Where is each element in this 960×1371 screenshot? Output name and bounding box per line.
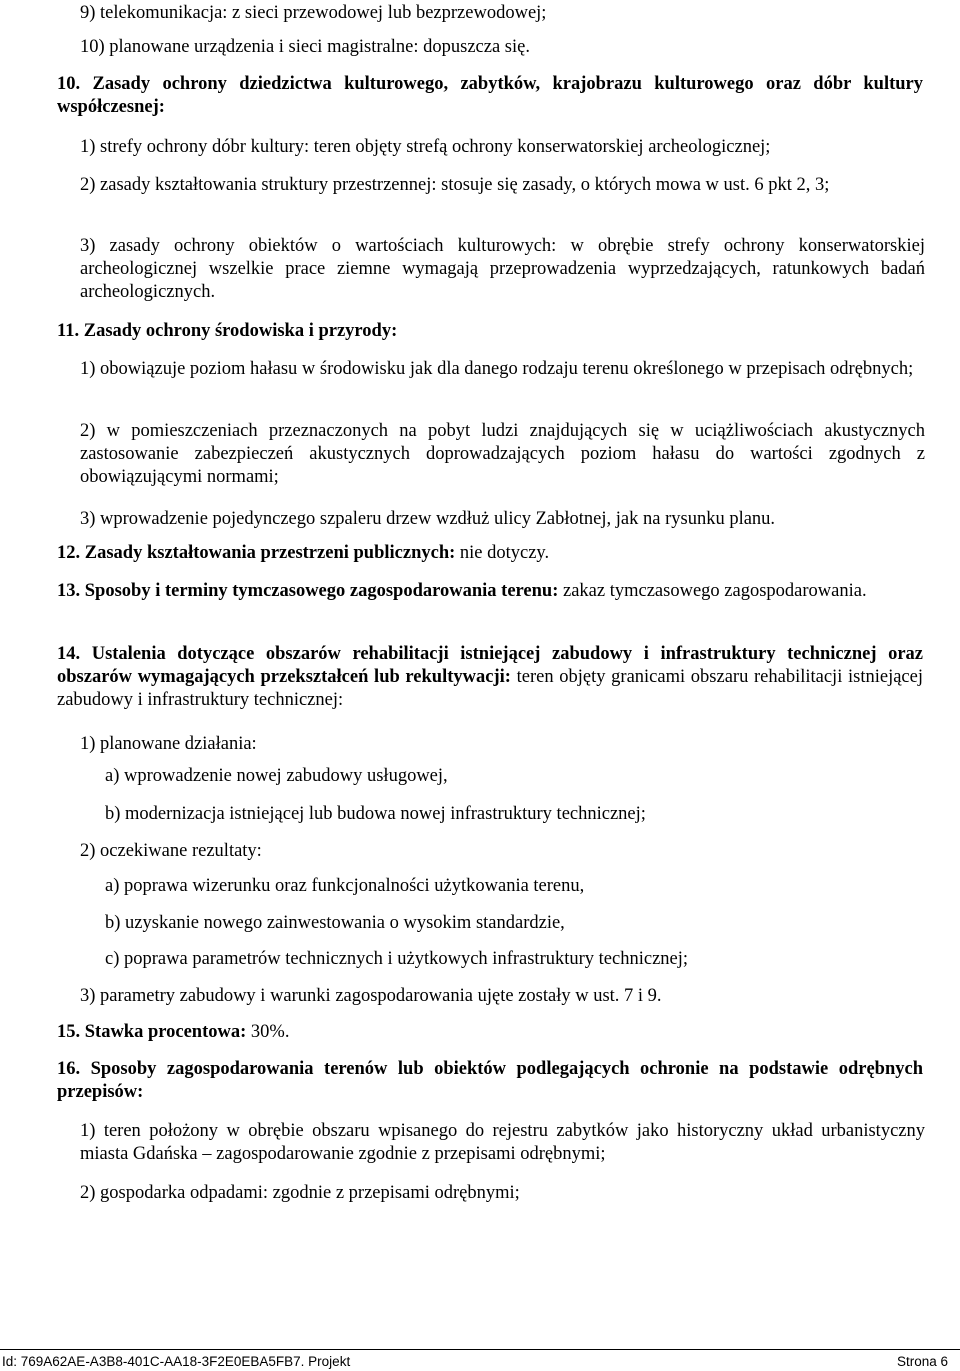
- footer-divider: [0, 1349, 960, 1350]
- section-11-item-1: 1) obowiązuje poziom hałasu w środowisku jak dla danego rodzaju terenu określonego w przepisach odrębnych;: [80, 359, 914, 379]
- section-11-item-2: 2) w pomieszczeniach przeznaczonych na pobyt ludzi znajdujących się w uciążliwościach akustycznych zastosowanie zabezpieczeń akustycznych doprowadzających poziom hałasu do wartości zgodnych z obowiązującymi normami;: [80, 421, 925, 487]
- section-10-item-1: 1) strefy ochrony dóbr kultury: teren objęty strefą ochrony konserwatorskiej archeologicznej;: [80, 137, 771, 157]
- section-number: 12.: [57, 543, 81, 563]
- section-15: [57, 1021, 923, 1044]
- section-14-item-3: 3) parametry zabudowy i warunki zagospodarowania ujęte zostały w ust. 7 i 9.: [80, 986, 662, 1006]
- section-number: 15.: [57, 1022, 81, 1042]
- section-14-item-2a: a) poprawa wizerunku oraz funkcjonalności użytkowania terenu,: [105, 876, 585, 896]
- section-title: Zasady ochrony środowiska i przyrody:: [83, 321, 398, 341]
- section-14: [57, 643, 923, 712]
- section-text: zakaz tymczasowego zagospodarowania.: [558, 581, 867, 601]
- section-14-item-1: 1) planowane działania:: [80, 734, 257, 754]
- section-10-item-2: 2) zasady kształtowania struktury przestrzennej: stosuje się zasady, o których mowa w ust. 6 pkt 2, 3;: [80, 175, 830, 195]
- section-title: Zasady kształtowania przestrzeni publicznych:: [84, 543, 456, 563]
- page-footer: [0, 1352, 960, 1371]
- list-item-9: 9) telekomunikacja: z sieci przewodowej lub bezprzewodowej;: [80, 3, 547, 23]
- section-11-item-3: 3) wprowadzenie pojedynczego szpaleru drzew wzdłuż ulicy Zabłotnej, jak na rysunku planu.: [80, 509, 776, 529]
- section-text: nie dotyczy.: [455, 543, 550, 563]
- section-13: [57, 580, 923, 603]
- section-14-item-2c: c) poprawa parametrów technicznych i użytkowych infrastruktury technicznej;: [105, 949, 689, 969]
- section-14-item-1a: a) wprowadzenie nowej zabudowy usługowej,: [105, 766, 448, 786]
- section-number: 13.: [57, 581, 81, 601]
- section-16-heading: [57, 1058, 923, 1104]
- section-16-item-2: 2) gospodarka odpadami: zgodnie z przepisami odrębnymi;: [80, 1183, 520, 1203]
- section-11-heading: [57, 320, 923, 343]
- section-title: Sposoby zagospodarowania terenów lub obiektów podlegających ochronie na podstawie odrębnych przepisów:: [57, 1059, 923, 1102]
- section-number: 11.: [57, 321, 80, 341]
- section-14-item-1b: b) modernizacja istniejącej lub budowa nowej infrastruktury technicznej;: [105, 804, 646, 824]
- page-number: Strona 6: [896, 1354, 948, 1369]
- section-number: 16.: [57, 1059, 81, 1079]
- section-title: Ustalenia dotyczące obszarów rehabilitacji istniejącej zabudowy i infrastruktury technicznej oraz obszarów wymagających przekształceń lub rekultywacji:: [57, 644, 924, 687]
- section-title: Zasady ochrony dziedzictwa kulturowego, zabytków, krajobrazu kulturowego oraz dóbr kultury współczesnej:: [57, 74, 923, 117]
- section-title: Stawka procentowa:: [84, 1022, 247, 1042]
- section-14-item-2b: b) uzyskanie nowego zainwestowania o wysokim standardzie,: [105, 913, 565, 933]
- section-title: Sposoby i terminy tymczasowego zagospodarowania terenu:: [84, 581, 559, 601]
- section-10-heading: [57, 73, 923, 119]
- section-12: [57, 542, 923, 565]
- section-text: teren objęty granicami obszaru rehabilitacji istniejącej zabudowy i infrastruktury technicznej:: [57, 667, 923, 710]
- section-number: 14.: [57, 644, 81, 664]
- document-id: Id: 769A62AE-A3B8-401C-AA18-3F2E0EBA5FB7. Projekt: [2, 1354, 351, 1369]
- section-10-item-3: 3) zasady ochrony obiektów o wartościach kulturowych: w obrębie strefy ochrony konserwatorskiej archeologicznej wszelkie prace ziemne wymagają przeprowadzenia wyprzedzających, ratunkowych badań archeologicznych.: [80, 236, 925, 302]
- section-number: 10.: [57, 74, 81, 94]
- section-text: 30%.: [246, 1022, 290, 1042]
- section-14-item-2: 2) oczekiwane rezultaty:: [80, 841, 262, 861]
- list-item-10: 10) planowane urządzenia i sieci magistralne: dopuszcza się.: [80, 37, 530, 57]
- section-16-item-1: 1) teren położony w obrębie obszaru wpisanego do rejestru zabytków jako historyczny układ urbanistyczny miasta Gdańska – zagospodarowanie zgodnie z przepisami odrębnymi;: [80, 1121, 925, 1164]
